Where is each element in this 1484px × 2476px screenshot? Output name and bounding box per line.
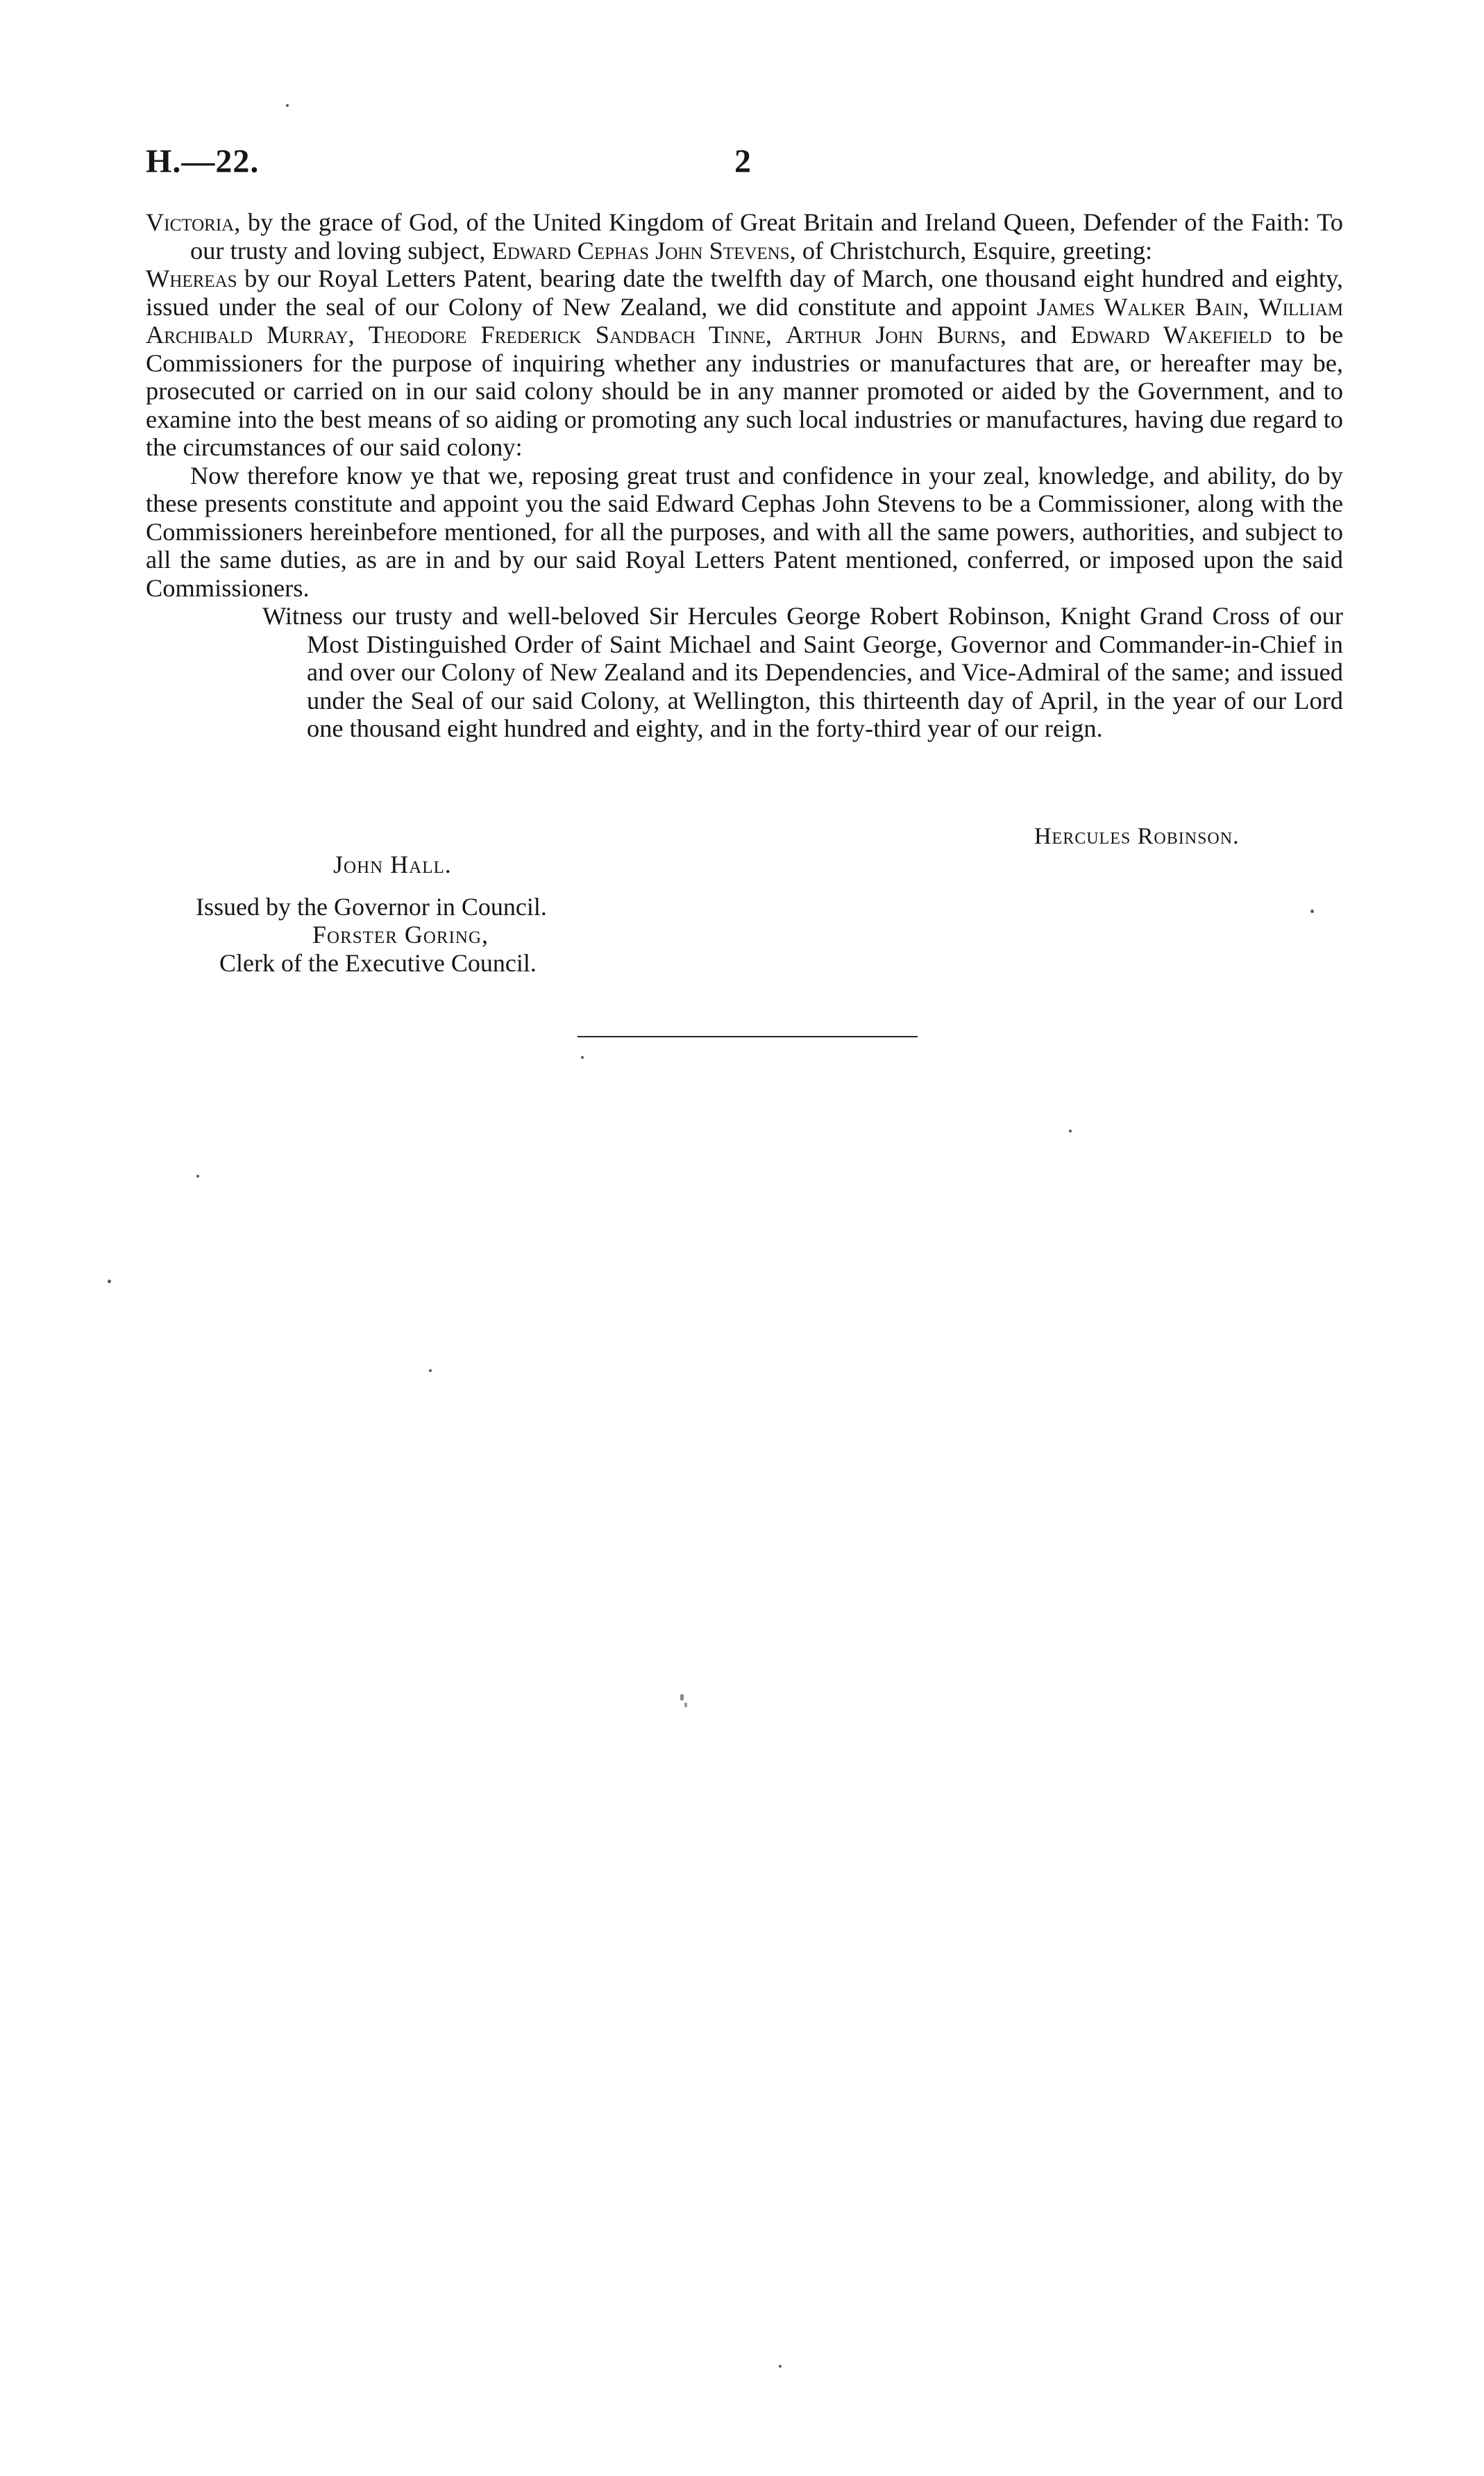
document-code: H.—22. bbox=[146, 143, 260, 180]
commissioner-name: Theodore Frederick Sandbach Tinne bbox=[368, 321, 766, 349]
commissioner-name: William Archibald Murray bbox=[146, 292, 1343, 349]
page-number: 2 bbox=[734, 143, 751, 180]
name-separator: , bbox=[1242, 292, 1259, 321]
commissioner-name: James Walker Bain bbox=[1036, 292, 1243, 321]
name-separator: , and bbox=[1000, 321, 1071, 349]
print-mark bbox=[684, 1703, 687, 1707]
closing-rule bbox=[577, 1036, 918, 1037]
witness-paragraph: Witness our trusty and well-beloved Sir Hercules George Robert Robinson, Knight Grand Cross of our Most Distinguished Order of Saint Michael and Saint George, Governor and Commander-in-Chief in and over our Colony of New Zealand and its Dependencies, and Vice-Admiral of the same; and issued under the Seal of our said Colony, at Wellington, this thirteenth day of April, in the year of our Lord one thousand eight hundred and eighty, and in the forty-third year of our reign. bbox=[262, 602, 1343, 742]
print-speck bbox=[1069, 1130, 1072, 1132]
addressee-name: Edward Cephas John Stevens bbox=[491, 236, 790, 265]
print-mark bbox=[680, 1694, 684, 1700]
print-speck bbox=[581, 1056, 584, 1059]
whereas-word: Whereas bbox=[146, 265, 237, 292]
sovereign-name: Victoria bbox=[146, 208, 235, 236]
whereas-paragraph bbox=[146, 265, 1343, 462]
commissioner-name: Arthur John Burns bbox=[785, 321, 1000, 349]
print-speck bbox=[108, 1280, 111, 1283]
governor-signature: Hercules Robinson. bbox=[1034, 823, 1240, 849]
print-speck bbox=[779, 2365, 782, 2368]
now-therefore-paragraph: Now therefore know ye that we, reposing great trust and confidence in your zeal, knowledge, and ability, do by these presents constitute and appoint you the said Edward Cephas John Stevens to be a Commissioner, along with the Commissioners hereinbefore mentioned, for all the purposes, and with all the same powers, authorities, and subject to all the same duties, as are in and by our said Royal Letters Patent mentioned, conferred, or imposed upon the said Commissioners. bbox=[146, 461, 1343, 602]
whereas-text-2: to be Commissioners for the purpose of inquiring whether any industries or manufactures that are, or hereafter may be, prosecuted or carried on in our said colony should be in any manner promoted or aided by the Government, and to examine into the best means of so aiding or promoting any such local industries or manufactures, having due regard to the circumstances of our said colony: bbox=[146, 321, 1343, 461]
clerk-title: Clerk of the Executive Council. bbox=[219, 949, 537, 977]
print-speck bbox=[1310, 910, 1314, 913]
issued-by-line: Issued by the Governor in Council. bbox=[196, 893, 547, 921]
opening-text-1: , by the grace of God, of the United Kingdom of Great Britain and Ireland Queen, Defender of the Faith: To our trusty and loving subject, bbox=[190, 208, 1343, 265]
commissioner-name: Edward Wakefield bbox=[1070, 321, 1272, 349]
name-separator: , bbox=[765, 321, 786, 349]
opening-text-2: , of Christchurch, Esquire, greeting: bbox=[789, 236, 1153, 265]
minister-signature: John Hall. bbox=[333, 851, 452, 878]
opening-paragraph bbox=[146, 208, 1343, 265]
whereas-text-1: by our Royal Letters Patent, bearing date the twelfth day of March, one thousand eight hundred and eighty, issued under the seal of our Colony of New Zealand, we did constitute and appoint bbox=[146, 265, 1343, 321]
print-speck bbox=[196, 1175, 199, 1178]
proclamation-body bbox=[146, 208, 1343, 743]
print-speck bbox=[286, 104, 289, 107]
name-separator: , bbox=[348, 321, 369, 349]
print-speck bbox=[429, 1369, 432, 1372]
clerk-name: Forster Goring, bbox=[312, 921, 489, 948]
